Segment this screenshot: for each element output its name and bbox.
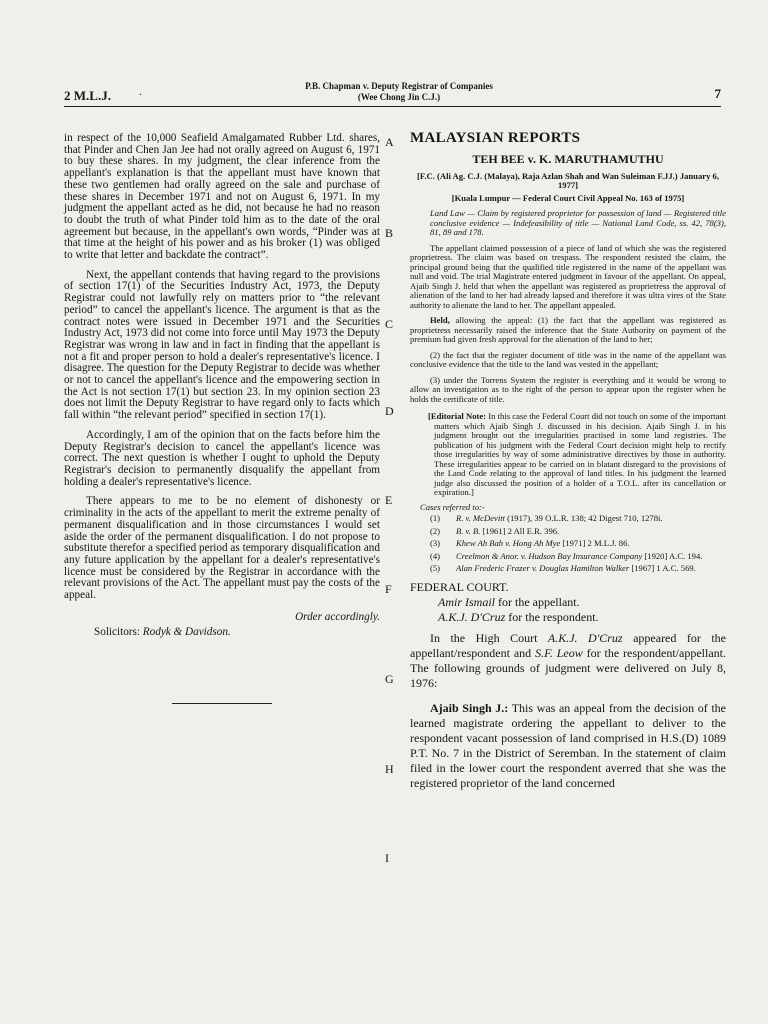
left-column (64, 133, 380, 704)
margin-letter-f: F (385, 582, 392, 596)
journal-reference: 2 M.L.J. (64, 88, 111, 103)
counsel-appellant-role: for the appellant. (495, 594, 580, 609)
editorial-note (410, 412, 726, 498)
counsel-appellant (410, 595, 726, 610)
case-item (430, 514, 726, 524)
header-case-name (249, 81, 549, 103)
header-dot: . (139, 86, 142, 98)
editorial-text: In this case the Federal Court did not touch on some of the important matters which Ajaib Singh J. discussed in his decision. Ajaib Singh J. in his judgment brought out the irregularities practised in some land registries. The publication of his judgment with the Federal Court decision might help to rectify those irregularities by way of some administrative directives by those in authority. These irregularities appear to be carried on in blatant disregard to the provisions of the Land Code relating to the approval of land titles. In his judgment the learned judge also discussed the position of a holder of a T.O.L. after its cancellation or expiration.] (434, 411, 726, 498)
case-number: (5) (430, 563, 441, 574)
held-label: Held, (430, 315, 450, 326)
case-item (430, 539, 726, 549)
coram: [F.C. (Ali Ag. C.J. (Malaya), Raja Azlan Shah and Wan Suleiman F.JJ.) January 6, 1977] (417, 170, 719, 191)
case-title: TEH BEE v. K. MARUTHAMUTHU (472, 152, 664, 166)
high-court-paragraph (410, 631, 726, 691)
case-item (430, 527, 726, 537)
case-number: (3) (430, 538, 441, 549)
margin-letter-h: H (385, 762, 394, 776)
case-number: (2) (430, 525, 441, 536)
solicitors-label: Solicitors: (94, 626, 143, 639)
hc-text-e: for the respondent/appellant. The following grounds of judgment were delivered on July 8, 1976: (410, 645, 726, 690)
judgment-paragraph (410, 701, 726, 791)
judgment-text: This was an appeal from the decision of the learned magistrate ordering the appellant to deliver to the respondent vacant possession of land comprised in H.S.(D) 1089 P.T. No. 7 in the District of Seremban. In the statement of claim filed in the lower court the respondent averred that she was the registered proprietor of the land concerned (410, 700, 726, 790)
held-1 (410, 316, 726, 345)
case-name: Khew Ah Bah v. Hong Ah Mye (456, 538, 561, 549)
case-name: R. v. McDevitt (456, 513, 505, 524)
paragraph-continuation: in respect of the 10,000 Seafield Amalgamated Rubber Ltd. shares, that Pinder and Chen Jan Jee had not orally agreed on August 6, 1971 to buy these shares. In my judgment, the clear inference from the appellant's explanation is that the appellant must have known that these two gentlemen had orally agreed on the sale and purchase of these shares in December 1971 and not on August 6, 1971. In my judgment the appellant acted as he did, not because he had no reason to doubt the truth of what Pinder told him as to the date of the oral agreement but because, in the appellant's own words, “Pinder was at that time at the height of his power and as his broker (1) was obliged to write that letter and backdate the contract”. (64, 132, 380, 262)
case-reference: [1961] 2 All E.R. 396. (480, 525, 560, 536)
counsel-respondent-role: for the respondent. (505, 609, 599, 624)
cases-heading: Cases referred to:- (420, 501, 485, 512)
running-header (64, 80, 721, 107)
case-name: Creelmon & Anor. v. Hudson Bay Insurance Company (456, 550, 643, 561)
court-heading: FEDERAL COURT. (410, 579, 509, 594)
paragraph-conclusion: Accordingly, I am of the opinion that on the facts before him the Deputy Registrar's decision to cancel the appellant's licence was correct. The next question is whether I ought to uphold the Deputy Registrar's decision to permanently disqualify the appellant from holding a dealer's representative's licence. (64, 428, 380, 488)
end-rule (172, 703, 272, 704)
case-reference: (1917), 39 O.L.R. 138; 42 Digest 710, 1278i. (505, 513, 663, 524)
case-reference: [1920] A.C. 194. (642, 550, 703, 561)
margin-letter-e: E (385, 493, 393, 507)
margin-letter-b: B (385, 226, 394, 240)
header-case-line-1: P.B. Chapman v. Deputy Registrar of Companies (305, 81, 493, 91)
case-item (430, 564, 726, 574)
order-text: Order accordingly. (295, 610, 380, 623)
margin-letter-g: G (385, 672, 394, 686)
hc-counsel-2: S.F. Leow (535, 645, 583, 660)
right-column (410, 130, 726, 791)
case-name: Alan Frederic Frazer v. Douglas Hamilton Walker (456, 563, 630, 574)
case-number: (4) (430, 550, 441, 561)
case-reference: [1967] 1 A.C. 569. (629, 563, 696, 574)
counsel-appellant-name: Amir Ismail (438, 594, 495, 609)
catchwords: Land Law — Claim by registered proprietor for possession of land — Registered title conclusive evidence — Indefeasibility of title — National Land Code, ss. 42, 78(3), 81, 89 and 178. (430, 208, 726, 238)
federal-court-section (410, 580, 726, 791)
cases-list (410, 514, 726, 574)
judge-label: Ajaib Singh J.: (430, 700, 509, 715)
solicitors-line (64, 627, 380, 639)
header-judge-line: (Wee Chong Jin C.J.) (357, 92, 441, 102)
margin-letter-c: C (385, 317, 394, 331)
order-line (64, 612, 380, 624)
hc-text-a: In the High Court (430, 630, 548, 645)
case-citation: [Kuala Lumpur — Federal Court Civil Appeal No. 163 of 1975] (451, 192, 685, 203)
case-name: B. v. B. (456, 525, 481, 536)
case-summary: The appellant claimed possession of a piece of land of which she was the registered proprietress. The claim was based on trespass. The respondent resisted the claim, the principal ground being that the qualified title registered in the name of the appellant was null and void. The trial Magistrate entered judgment in favour of the appellant. On appeal, Ajaib Singh J. held that when the appellant was registered as proprietress the approval of alienation of the land to her had already lapsed and therefore it was ultra vires of the State authority to alienate the land to her. The appellant appealed. (410, 242, 726, 310)
hc-text-c: appeared for the appellant/respondent and (410, 630, 726, 660)
page-number: 7 (714, 86, 721, 101)
margin-letter-i: I (385, 851, 389, 865)
margin-letter-a: A (385, 135, 394, 149)
report-title: MALAYSIAN REPORTS (410, 130, 581, 146)
case-number: (1) (430, 513, 441, 524)
counsel-respondent-name: A.K.J. D'Cruz (438, 609, 506, 624)
held-3: (3) under the Torrens System the register is everything and it would be wrong to allow an investigation as to the right of the person to appear upon the register when he holds the certificate of title. (410, 374, 726, 404)
paragraph-disqualification: There appears to me to be no element of dishonesty or criminality in the acts of the appellant to merit the extreme penalty of permanent disqualification and in those circumstances I would set aside the order of the permanent disqualification. I do not propose to substitute therefor a specified period as temporary disqualification and any future application by the appellant for a dealer's representative's licence must be considered by the Registrar in accordance with the relevant provisions of the Act. The appellant must pay the costs of the appeal. (64, 495, 380, 602)
paragraph-section-17: Next, the appellant contends that having regard to the provisions of section 17(1) of the Securities Industry Act, 1973, the Deputy Registrar could not lawfully rely on matters prior to “the relevant period” to cancel the appellant's licence. The argument is that as the contract notes were issued in December 1971 and the Securities Industry Act, 1973 did not come into force until May 1973 the Deputy Registrar was wrong in law and in fact in finding that the appellant is not a fit and proper person to hold a dealer's representative's licence. I disagree. The question for the Deputy Registrar to decide was whether or not to cancel the appellant's licence and the empowering section in the Act is not section 17(1) but section 23. In my opinion section 23 does not limit the Deputy Registrar to have regard only to facts which fall within “the relevant period” specified in section 17(1). (64, 268, 380, 422)
solicitors-name: Rodyk & Davidson. (142, 626, 231, 639)
case-item (430, 552, 726, 562)
case-reference: [1971] 2 M.L.J. 86. (560, 538, 630, 549)
margin-letter-d: D (385, 404, 394, 418)
held-2: (2) the fact that the register document of title was in the name of the appellant was conclusive evidence that the title to the land was vested in the appellant; (410, 349, 726, 370)
held-1-text: allowing the appeal: (1) the fact that the appellant was registered as proprietress necessarily raised the inference that the State Authority on payment of the premium had given fresh approval for the alienation of the land to her; (410, 315, 726, 345)
counsel-respondent (410, 610, 726, 625)
editorial-label: [Editorial Note: (428, 411, 487, 422)
hc-counsel-1: A.K.J. D'Cruz (547, 630, 623, 645)
